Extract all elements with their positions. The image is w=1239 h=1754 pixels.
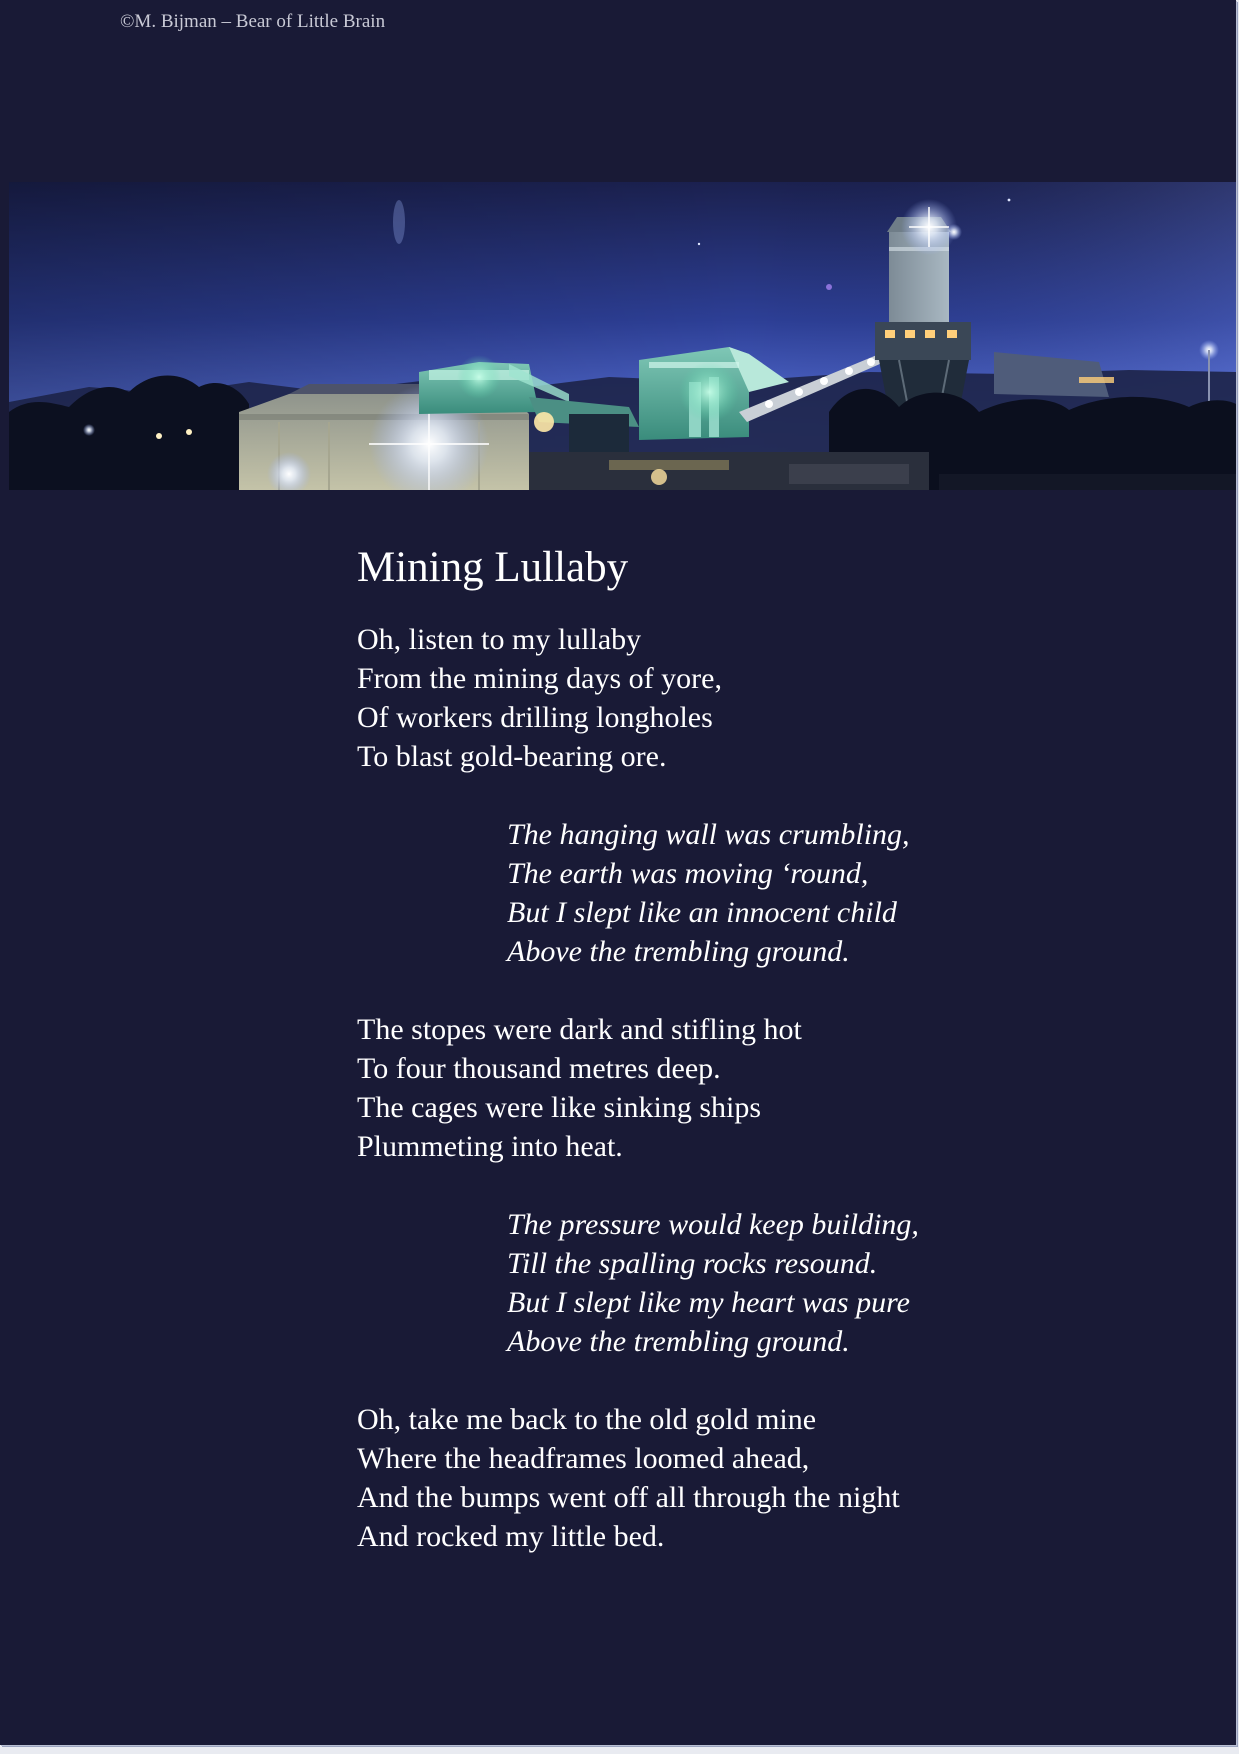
poem-line: And the bumps went off all through the night [357,1481,900,1514]
poem-line: Plummeting into heat. [357,1130,623,1163]
poem-line: To four thousand metres deep. [357,1052,721,1085]
poem-line: But I slept like my heart was pure [507,1286,910,1319]
poem-line: From the mining days of yore, [357,662,722,695]
stanza-3 [357,1400,1177,1556]
poem-line: But I slept like an innocent child [507,896,897,929]
refrain-1 [357,815,1177,971]
poem-line: Oh, listen to my lullaby [357,623,642,656]
header-copyright: ©M. Bijman – Bear of Little Brain [120,11,386,32]
mine-night-scene [9,182,1236,490]
poem-line: Oh, take me back to the old gold mine [357,1403,817,1436]
poem-line: The pressure would keep building, [507,1208,919,1241]
poem-line: And rocked my little bed. [357,1520,665,1553]
refrain-2 [357,1205,1177,1361]
poem-line: Above the trembling ground. [507,935,850,968]
stanza-1 [357,620,1177,776]
stanza-2 [357,1010,1177,1166]
poem-line: Where the headframes loomed ahead, [357,1442,810,1475]
poem-line: The stopes were dark and stifling hot [357,1013,802,1046]
poem-line: To blast gold-bearing ore. [357,740,667,773]
poem-line: Till the spalling rocks resound. [507,1247,878,1280]
poem-line: Above the trembling ground. [507,1325,850,1358]
poem-line: The earth was moving ‘round, [507,857,869,890]
banner-photo [9,182,1236,490]
poem-line: The hanging wall was crumbling, [507,818,910,851]
poem [357,538,1177,1595]
poem-title: Mining Lullaby [357,544,629,591]
poem-line: The cages were like sinking ships [357,1091,762,1124]
poem-line: Of workers drilling longholes [357,701,713,734]
